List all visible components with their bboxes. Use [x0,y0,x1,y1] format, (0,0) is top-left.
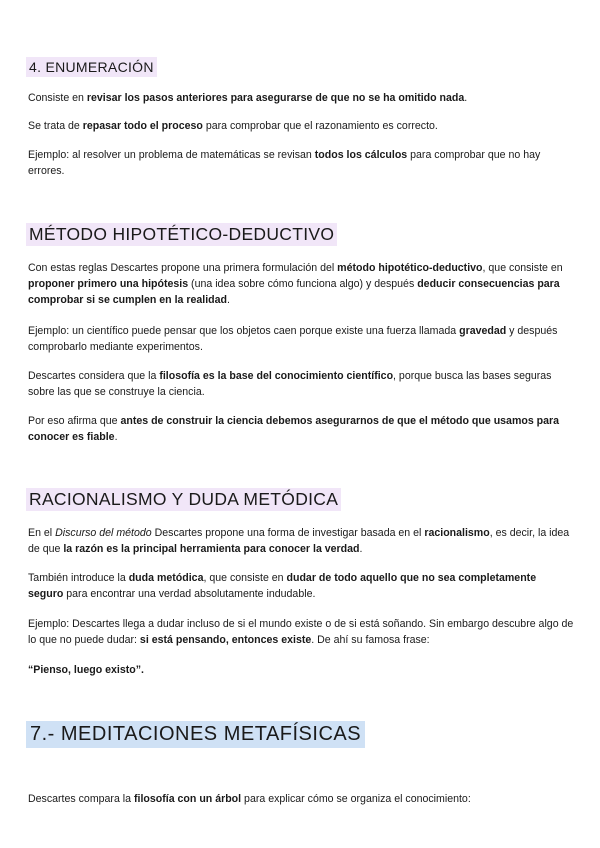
paragraph: Consiste en revisar los pasos anteriores para asegurarse de que no se ha omitido nada. [28,92,468,104]
paragraph: Ejemplo: al resolver un problema de matemáticas se revisan todos los cálculos para comprobar que no hay errores. [28,149,541,177]
paragraph: Descartes considera que la filosofía es la base del conocimiento científico, porque busca las bases seguras sobre las que se construye la ciencia. [28,370,552,398]
paragraph: Ejemplo: Descartes llega a dudar incluso de si el mundo existe o de si está soñando. Sin embargo descubre algo de lo que no puede dudar: si está pensando, entonces existe. De ahí su famosa frase: [28,618,574,646]
paragraph: Descartes compara la filosofía con un árbol para explicar cómo se organiza el conocimiento: [28,793,471,805]
paragraph: Ejemplo: un científico puede pensar que los objetos caen porque existe una fuerza llamada gravedad y después comprobarlo mediante experimentos. [28,325,558,353]
section-heading-racionalismo: RACIONALISMO Y DUDA METÓDICA [26,488,341,511]
paragraph: En el Discurso del método Descartes propone una forma de investigar basada en el racionalismo, es decir, la idea de que la razón es la principal herramienta para conocer la verdad. [28,527,570,555]
famous-quote: “Pienso, luego existo”. [28,664,144,676]
paragraph: Se trata de repasar todo el proceso para comprobar que el razonamiento es correcto. [28,120,438,132]
section-heading-enumeracion: 4. ENUMERACIÓN [26,57,157,77]
section-heading-meditaciones: 7.- MEDITACIONES METAFÍSICAS [26,721,365,748]
paragraph: Con estas reglas Descartes propone una primera formulación del método hipotético-deductivo, que consiste en proponer primero una hipótesis (una idea sobre cómo funciona algo) y después deducir consecuencias para comprobar si se cumplen en la realidad. [28,262,563,306]
paragraph: También introduce la duda metódica, que consiste en dudar de todo aquello que no sea completamente seguro para encontrar una verdad absolutamente indudable. [28,572,537,600]
paragraph: Por eso afirma que antes de construir la ciencia debemos asegurarnos de que el método que usamos para conocer es fiable. [28,415,560,443]
section-heading-hipotetico-deductivo: MÉTODO HIPOTÉTICO-DEDUCTIVO [26,223,337,246]
